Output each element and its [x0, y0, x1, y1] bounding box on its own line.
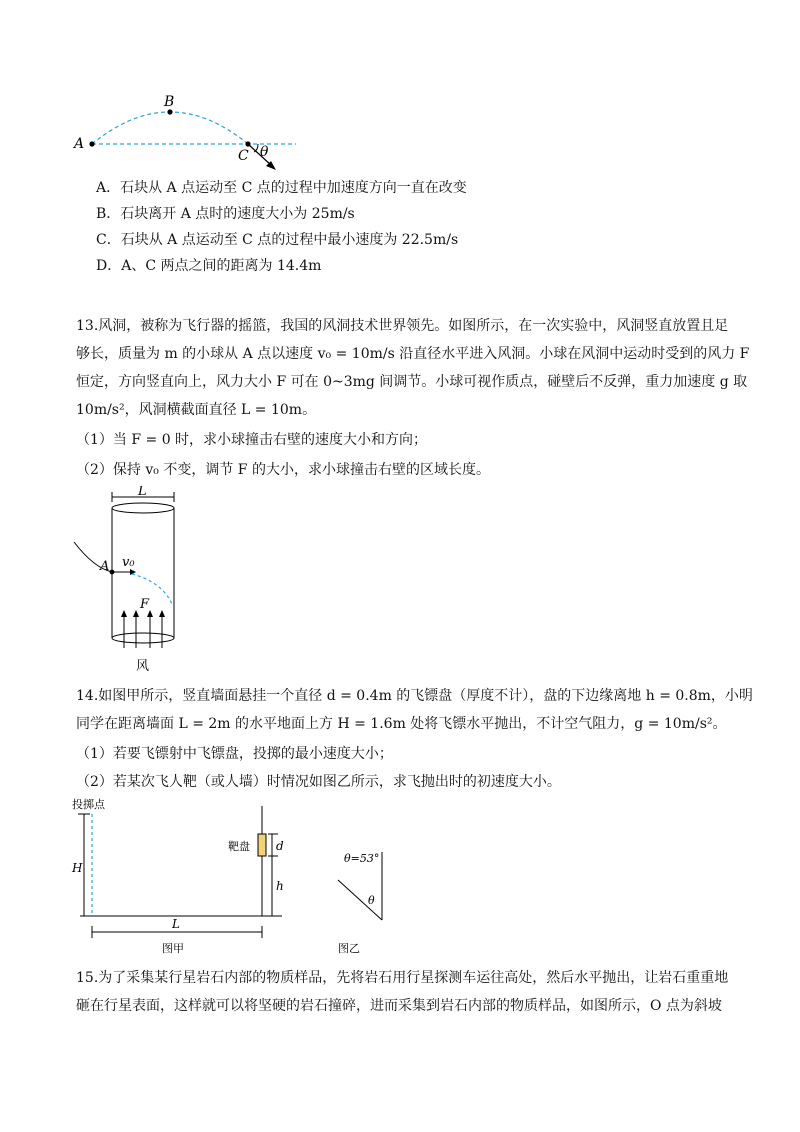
q14-subquestion-1: （1）若要飞镖射中飞镖盘，投掷的最小速度大小； [76, 746, 393, 762]
label-theta: θ [260, 144, 269, 160]
dashed-trajectory [132, 574, 172, 604]
q13-line-1: 13.风洞，被称为飞行器的摇篮，我国的风洞技术世界领先。如图所示，在一次实验中，风洞竖直放置且足 [76, 318, 729, 334]
q14-line-2: 同学在距离墙面 L = 2m 的水平地面上方 H = 1.6m 处将飞镖水平抛出，不计空气阻力，g = 10m/s²。 [76, 716, 727, 732]
label-b: B [164, 94, 175, 110]
tunnel-bottom-ellipse [112, 633, 174, 643]
tunnel-top-ellipse [112, 503, 174, 513]
q12-option-a: A．石块从 A 点运动至 C 点的过程中加速度方向一直在改变 [96, 180, 467, 196]
point-a [89, 141, 94, 146]
label-a: A [74, 136, 85, 152]
dart-line [338, 880, 382, 920]
q12-option-b: B．石块离开 A 点时的速度大小为 25m/s [96, 206, 355, 222]
label-angle: θ=53° [344, 852, 380, 865]
caption-figure-b: 图乙 [338, 942, 360, 955]
q15-line-1: 15.为了采集某行星岩石内部的物质样品，先将岩石用行星探测车运往高处，然后水平抛出，让岩石重重地 [76, 970, 729, 986]
q13-subquestion-1: （1）当 F = 0 时，求小球撞击右壁的速度大小和方向； [76, 432, 428, 448]
label-l: L [138, 486, 147, 499]
q15-line-2: 砸在行星表面，这样就可以将坚硬的岩石撞碎，进而采集到岩石内部的物质样品，如图所示，O 点为斜坡 [76, 998, 722, 1014]
q14-line-1: 14.如图甲所示，竖直墙面悬挂一个直径 d = 0.4m 的飞镖盘（厚度不计），盘的下边缘离地 h = 0.8m，小明 [76, 688, 753, 704]
q13-subquestion-2: （2）保持 v₀ 不变，调节 F 的大小，求小球撞击右壁的区域长度。 [76, 462, 490, 478]
label-h-big: H [72, 861, 83, 875]
q12-trajectory-figure [66, 90, 316, 180]
label-h: h [276, 879, 284, 893]
point-b [167, 109, 172, 114]
label-d: d [276, 839, 284, 853]
label-c: C [238, 148, 249, 164]
label-l: L [172, 917, 180, 931]
q12-option-c: C．石块从 A 点运动至 C 点的过程中最小速度为 22.5m/s [96, 232, 459, 248]
q13-line-4: 10m/s²，风洞横截面直径 L = 10m。 [76, 402, 317, 418]
q14-figure-a [66, 796, 296, 956]
label-theta: θ [368, 894, 375, 907]
label-target: 靶盘 [228, 840, 250, 853]
q13-wind-tunnel-figure [66, 486, 216, 676]
label-throw-point: 投掷点 [72, 798, 105, 811]
q14-subquestion-2: （2）若某次飞人靶（或人墙）时情况如图乙所示，求飞抛出时的初速度大小。 [76, 774, 561, 790]
dartboard [258, 834, 266, 856]
label-a: A [100, 559, 110, 574]
label-v0: v₀ [122, 555, 135, 570]
q12-option-d: D．A、C 两点之间的距离为 14.4m [96, 258, 322, 274]
q13-line-3: 恒定，方向竖直向上，风力大小 F 可在 0~3mg 间调节。小球可视作质点，碰壁后不反弹，重力加速度 g 取 [76, 374, 748, 390]
trajectory-curve [92, 112, 248, 144]
q13-line-2: 够长，质量为 m 的小球从 A 点以速度 v₀ = 10m/s 沿直径水平进入风洞。小球在风洞中运动时受到的风力 F [76, 346, 750, 362]
label-wind: 风 [136, 659, 150, 674]
q14-figure-b [330, 840, 410, 956]
caption-figure-a: 图甲 [162, 942, 184, 955]
label-f: F [140, 597, 150, 612]
